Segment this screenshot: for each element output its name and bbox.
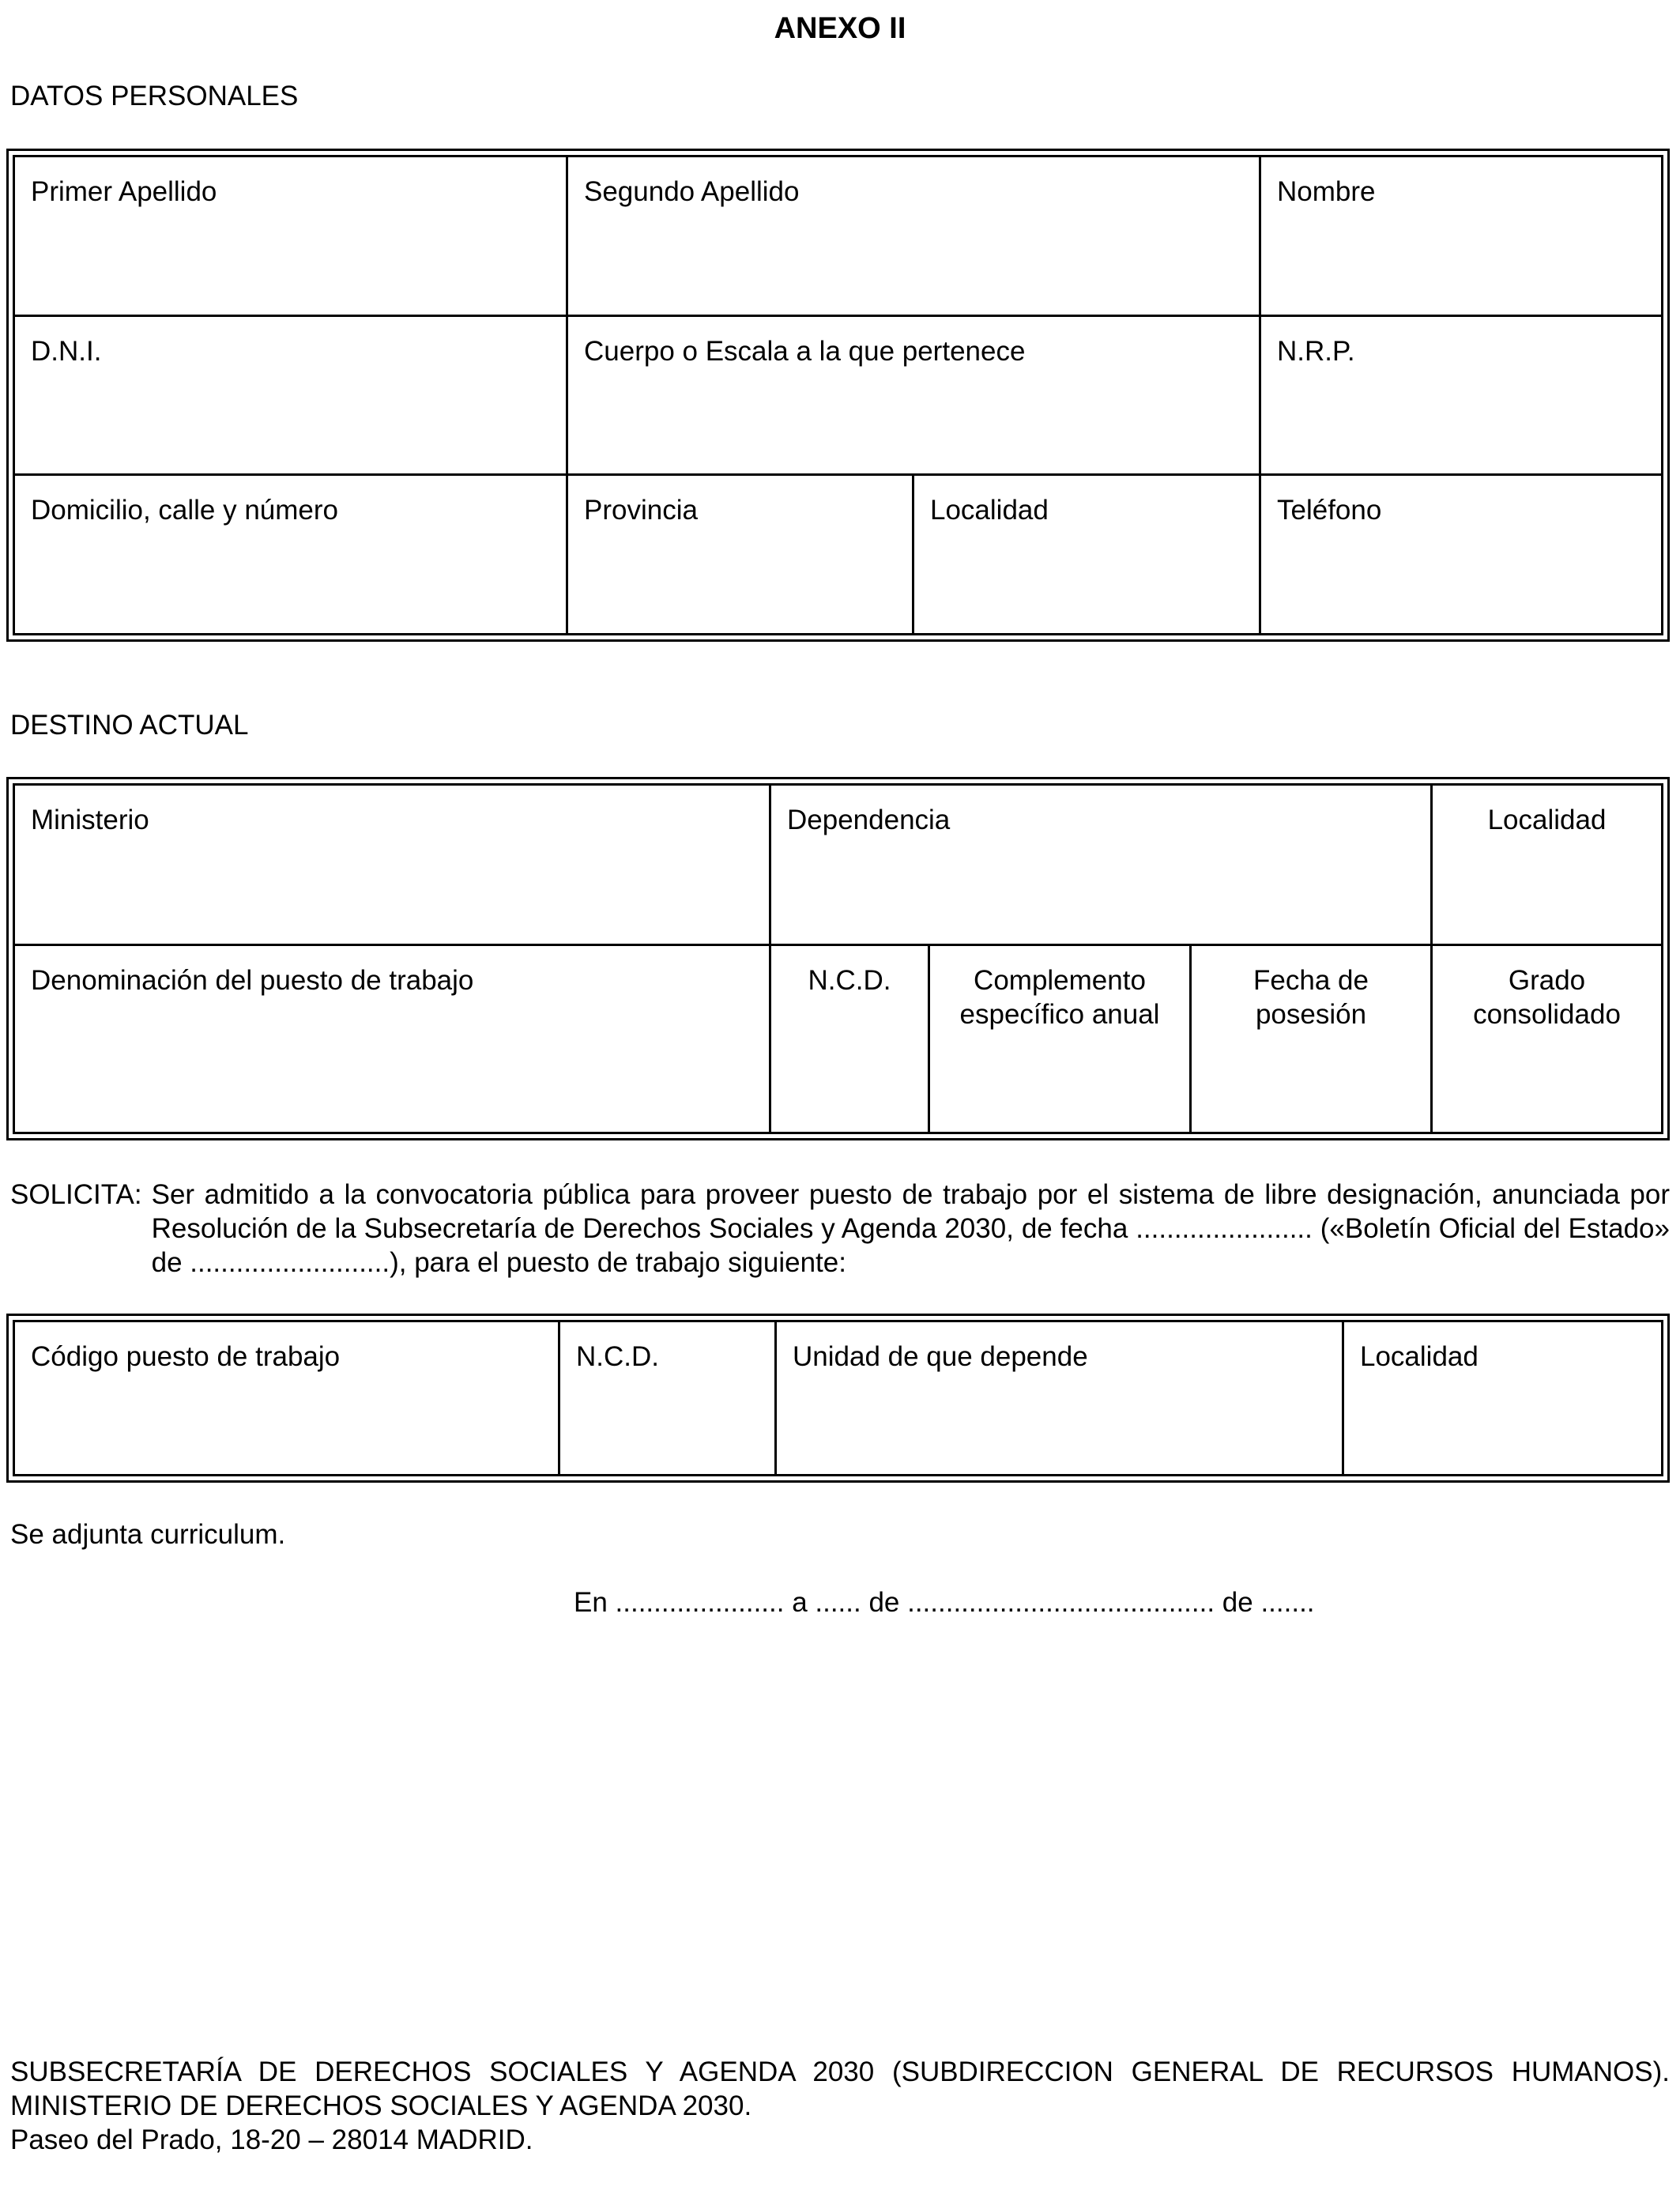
page-title: ANEXO II — [774, 12, 906, 45]
field-cuerpo-escala[interactable]: Cuerpo o Escala a la que pertenece — [567, 315, 1260, 475]
field-nrp[interactable]: N.R.P. — [1260, 315, 1663, 475]
field-codigo-puesto[interactable]: Código puesto de trabajo — [14, 1321, 559, 1476]
field-nombre[interactable]: Nombre — [1260, 156, 1663, 316]
field-telefono[interactable]: Teléfono — [1260, 475, 1663, 635]
table-destino-actual — [6, 777, 1670, 1140]
footer-line-3: Paseo del Prado, 18-20 – 28014 MADRID. — [10, 2124, 533, 2155]
field-localidad-puesto[interactable]: Localidad — [1343, 1321, 1663, 1476]
footer-line-2: MINISTERIO DE DERECHOS SOCIALES Y AGENDA 2030. — [10, 2090, 752, 2121]
date-place-line: En ...................... a ...... de ........................................ de ....... — [574, 1587, 1315, 1618]
solicita-paragraph — [10, 1178, 1670, 1280]
footer-line-1: SUBSECRETARÍA DE DERECHOS SOCIALES Y AGENDA 2030 (SUBDIRECCION GENERAL DE RECURSOS HUMANOS). — [10, 2056, 1670, 2087]
field-provincia[interactable]: Provincia — [567, 475, 913, 635]
field-unidad-depende[interactable]: Unidad de que depende — [776, 1321, 1343, 1476]
field-grado-consolidado[interactable]: Grado consolidado — [1432, 945, 1663, 1133]
section-heading-datos-personales: DATOS PERSONALES — [10, 81, 299, 111]
field-segundo-apellido[interactable]: Segundo Apellido — [567, 156, 1260, 316]
table-datos-personales — [6, 149, 1670, 642]
field-dni[interactable]: D.N.I. — [14, 315, 567, 475]
field-localidad-destino[interactable]: Localidad — [1432, 785, 1663, 945]
adjunta-text: Se adjunta curriculum. — [10, 1519, 286, 1550]
section-heading-destino-actual: DESTINO ACTUAL — [10, 710, 249, 741]
field-dependencia[interactable]: Dependencia — [770, 785, 1432, 945]
field-complemento-especifico[interactable]: Complemento específico anual — [929, 945, 1191, 1133]
solicita-text: Ser admitido a la convocatoria pública para proveer puesto de trabajo por el sistema de libre designación, anunciada por Resolución de la Subsecretaría de Derechos Sociales y Agenda 2030, de fecha ....................... («Boletín Oficial del Estado» de ..........................), para el puesto de trabajo siguiente: — [151, 1179, 1670, 1278]
table-puesto-solicitado — [6, 1314, 1670, 1483]
field-localidad[interactable]: Localidad — [913, 475, 1260, 635]
solicita-label: SOLICITA: — [10, 1179, 142, 1210]
field-ncd-puesto[interactable]: N.C.D. — [559, 1321, 776, 1476]
field-primer-apellido[interactable]: Primer Apellido — [14, 156, 567, 316]
field-ncd[interactable]: N.C.D. — [770, 945, 929, 1133]
field-ministerio[interactable]: Ministerio — [14, 785, 770, 945]
field-denominacion-puesto[interactable]: Denominación del puesto de trabajo — [14, 945, 770, 1133]
field-domicilio[interactable]: Domicilio, calle y número — [14, 475, 567, 635]
field-fecha-posesion[interactable]: Fecha de posesión — [1191, 945, 1432, 1133]
